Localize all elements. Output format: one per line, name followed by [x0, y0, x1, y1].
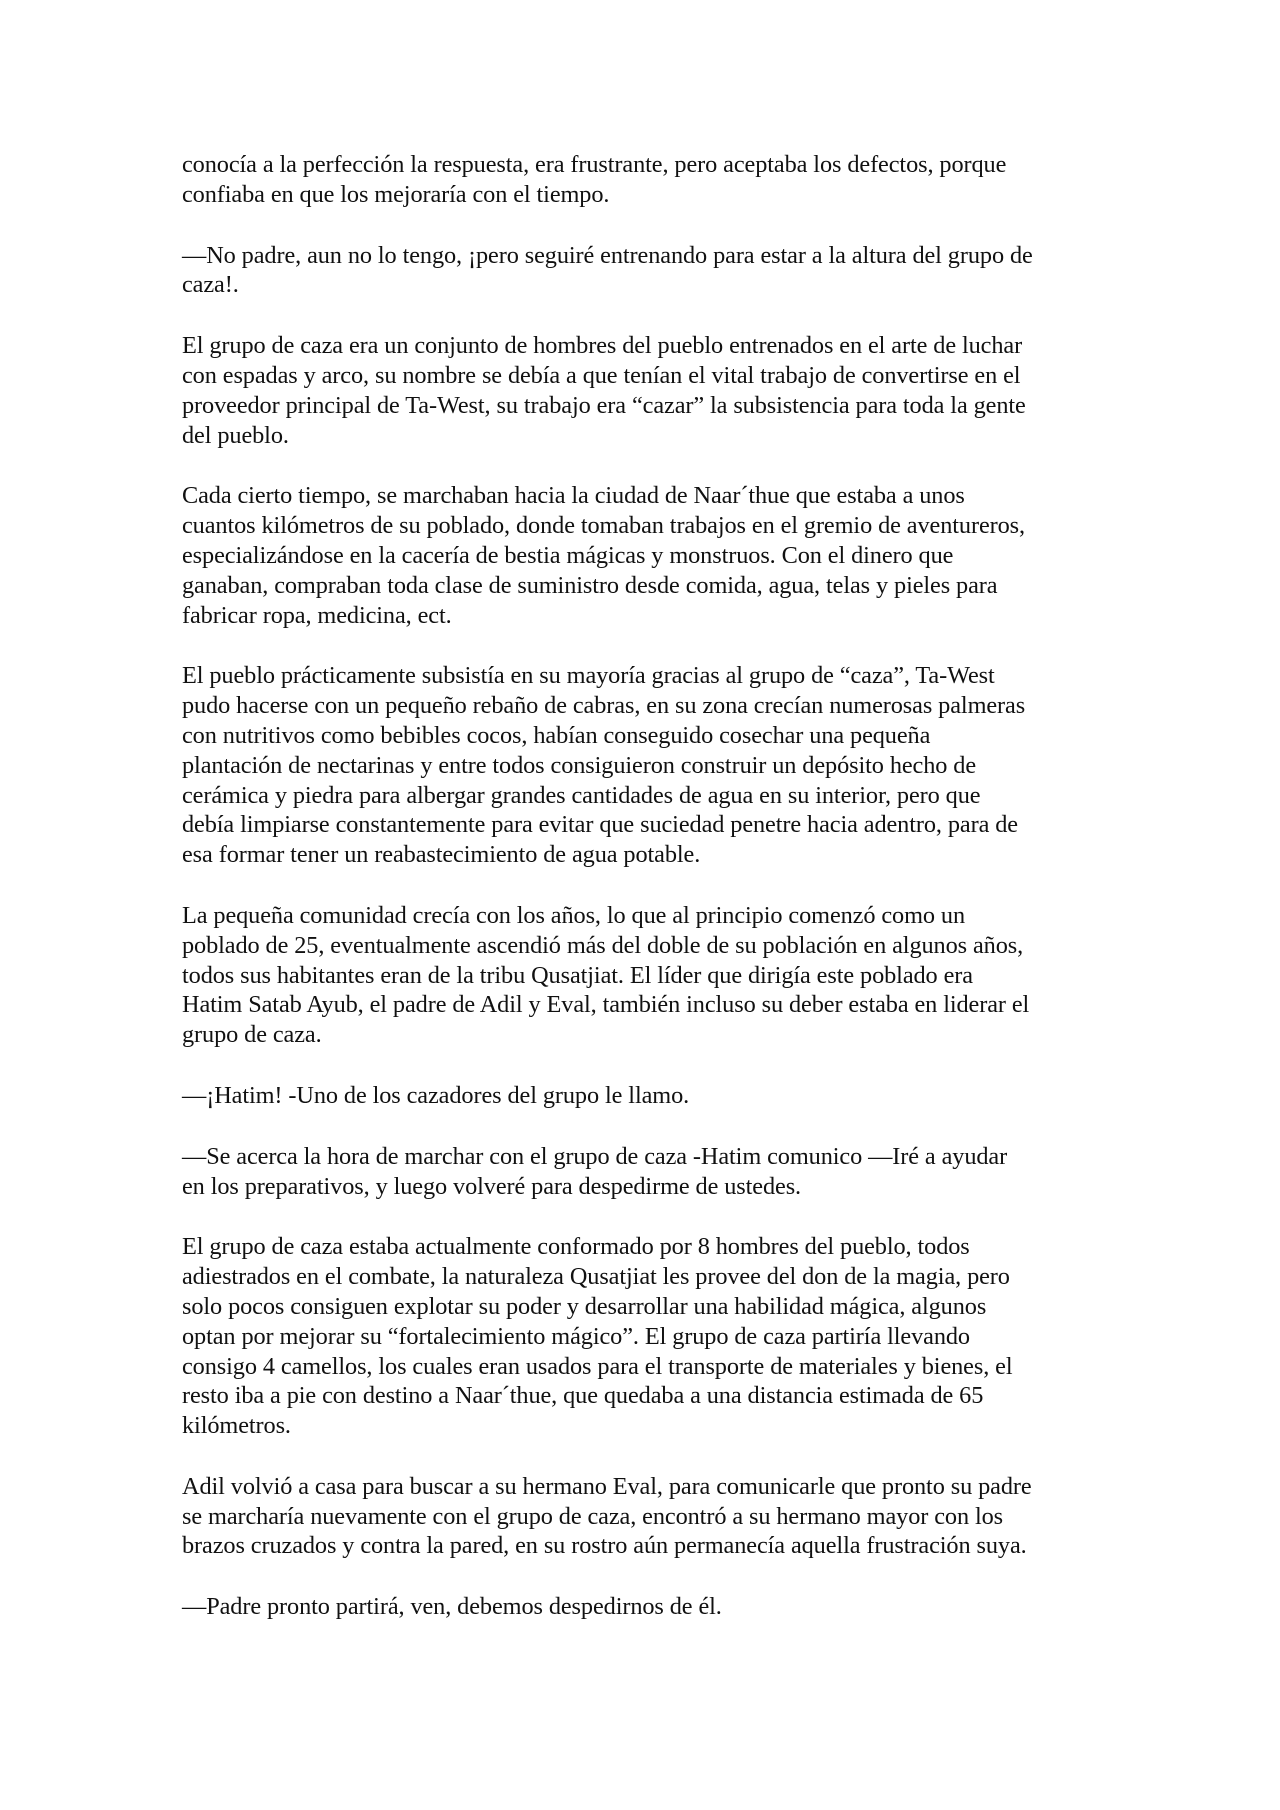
paragraph-7: —¡Hatim! -Uno de los cazadores del grupo le llamo. — [182, 1081, 690, 1109]
paragraph-6: La pequeña comunidad crecía con los años, lo que al principio comenzó como un poblado de 25, eventualmente ascendió más del doble de su población en algunos años, todos sus habitantes eran de la tribu Qusatjiat. El líder que dirigía este poblado era Hatim Satab Ayub, el padre de Adil y Eval, también incluso su deber estaba en liderar el grupo de caza. — [182, 901, 1030, 1049]
paragraph-11: —Padre pronto partirá, ven, debemos despedirnos de él. — [182, 1593, 722, 1621]
paragraph-5: El pueblo prácticamente subsistía en su mayoría gracias al grupo de “caza”, Ta-West pudo hacerse con un pequeño rebaño de cabras, en su zona crecían numerosas palmeras con nutritivos como bebibles cocos, habían conseguido cosechar una pequeña plantación de nectarinas y entre todos consiguieron construir un depósito hecho de cerámica y piedra para albergar grandes cantidades de agua en su interior, pero que debía limpiarse constantemente para evitar que suciedad penetre hacia adentro, para de esa formar tener un reabastecimiento de agua potable. — [182, 662, 1026, 869]
paragraph-1: conocía a la perfección la respuesta, era frustrante, pero aceptaba los defectos, porque confiaba en que los mejoraría con el tiempo. — [182, 151, 1007, 208]
paragraph-9: El grupo de caza estaba actualmente conformado por 8 hombres del pueblo, todos adiestrados en el combate, la naturaleza Qusatjiat les provee del don de la magia, pero solo pocos consiguen explotar su poder y desarrollar una habilidad mágica, algunos optan por mejorar su “fortalecimiento mágico”. El grupo de caza partiría llevando consigo 4 camellos, los cuales eran usados para el transporte de materiales y bienes, el resto iba a pie con destino a Naar´thue, que quedaba a una distancia estimada de 65 kilómetros. — [182, 1233, 1013, 1440]
paragraph-3: El grupo de caza era un conjunto de hombres del pueblo entrenados en el arte de luchar con espadas y arco, su nombre se debía a que tenían el vital trabajo de convertirse en el proveedor principal de Ta-West, su trabajo era “cazar” la subsistencia para toda la gente del pueblo. — [182, 332, 1026, 449]
paragraph-4: Cada cierto tiempo, se marchaban hacia la ciudad de Naar´thue que estaba a unos cuantos kilómetros de su poblado, donde tomaban trabajos en el gremio de aventureros, especializándose en la cacería de bestia mágicas y monstruos. Con el dinero que ganaban, compraban toda clase de suministro desde comida, agua, telas y pieles para fabricar ropa, medicina, ect. — [182, 482, 1026, 629]
paragraph-2: —No padre, aun no lo tengo, ¡pero seguiré entrenando para estar a la altura del grupo de caza!. — [182, 241, 1033, 299]
paragraph-10: Adil volvió a casa para buscar a su hermano Eval, para comunicarle que pronto su padre se marcharía nuevamente con el grupo de caza, encontró a su hermano mayor con los brazos cruzados y contra la pared, en su rostro aún permanecía aquella frustración suya. — [182, 1472, 1032, 1560]
paragraph-8: —Se acerca la hora de marchar con el grupo de caza -Hatim comunico —Iré a ayudar en los preparativos, y luego volveré para despedirme de ustedes. — [182, 1142, 1008, 1200]
